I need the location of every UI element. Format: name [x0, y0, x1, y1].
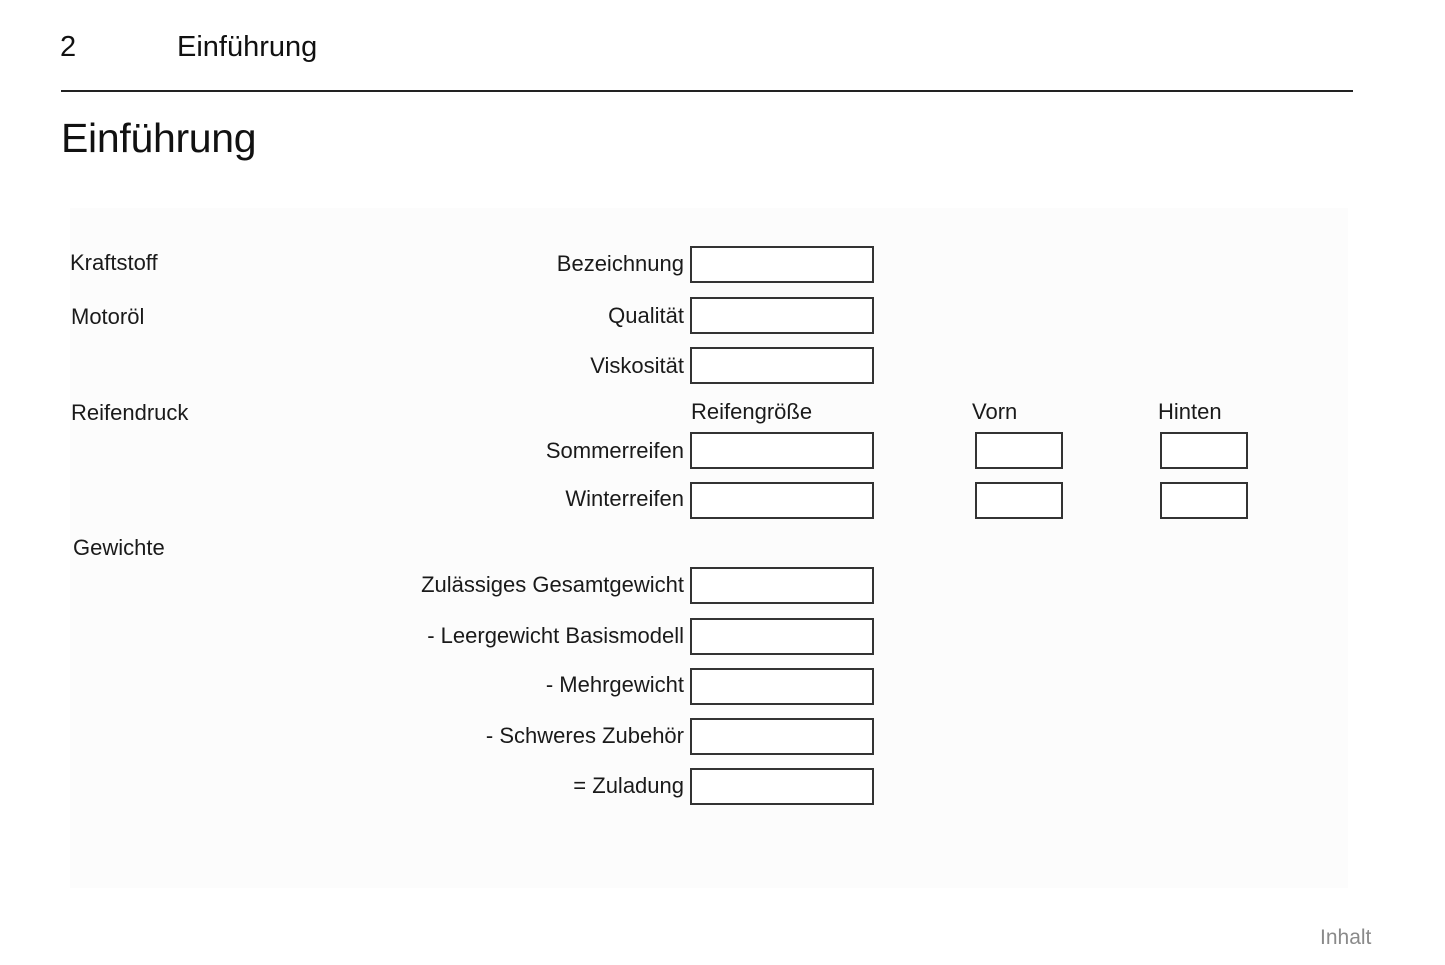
- field-winter-tyre-size[interactable]: [690, 482, 874, 519]
- running-title: Einführung: [177, 31, 318, 63]
- field-designation[interactable]: [690, 246, 874, 283]
- field-winter-rear-pressure[interactable]: [1160, 482, 1248, 519]
- section-label-fuel: Kraftstoff: [70, 250, 158, 275]
- label-designation: Bezeichnung: [556, 251, 684, 276]
- label-quality: Qualität: [608, 303, 684, 328]
- label-extra-weight: - Mehrgewicht: [545, 672, 684, 697]
- label-winter-tyres: Winterreifen: [565, 486, 684, 511]
- header-rule: [61, 90, 1353, 92]
- page-number: 2: [60, 31, 77, 63]
- field-extra-weight[interactable]: [690, 668, 874, 705]
- field-kerb-weight[interactable]: [690, 618, 874, 655]
- field-heavy-accessories[interactable]: [690, 718, 874, 755]
- section-label-weights: Gewichte: [73, 535, 165, 560]
- field-winter-front-pressure[interactable]: [975, 482, 1063, 519]
- label-viscosity: Viskosität: [590, 353, 684, 378]
- field-summer-front-pressure[interactable]: [975, 432, 1063, 469]
- page-title: Einführung: [61, 115, 257, 161]
- column-label-tyre-size: Reifengröße: [691, 399, 813, 424]
- field-summer-tyre-size[interactable]: [690, 432, 874, 469]
- contents-link[interactable]: Inhalt: [1320, 926, 1372, 949]
- field-quality[interactable]: [690, 297, 874, 334]
- field-payload[interactable]: [690, 768, 874, 805]
- column-label-rear: Hinten: [1158, 399, 1222, 424]
- field-gross-weight[interactable]: [690, 567, 874, 604]
- column-label-front: Vorn: [972, 399, 1018, 424]
- section-label-tyre-pressure: Reifendruck: [71, 400, 189, 425]
- label-gross-weight: Zulässiges Gesamtgewicht: [421, 572, 684, 597]
- field-viscosity[interactable]: [690, 347, 874, 384]
- label-kerb-weight: - Leergewicht Basismodell: [427, 623, 684, 648]
- label-summer-tyres: Sommerreifen: [545, 438, 684, 463]
- field-summer-rear-pressure[interactable]: [1160, 432, 1248, 469]
- label-payload: = Zuladung: [573, 773, 684, 798]
- label-heavy-accessories: - Schweres Zubehör: [485, 723, 684, 748]
- section-label-engine-oil: Motoröl: [71, 304, 145, 329]
